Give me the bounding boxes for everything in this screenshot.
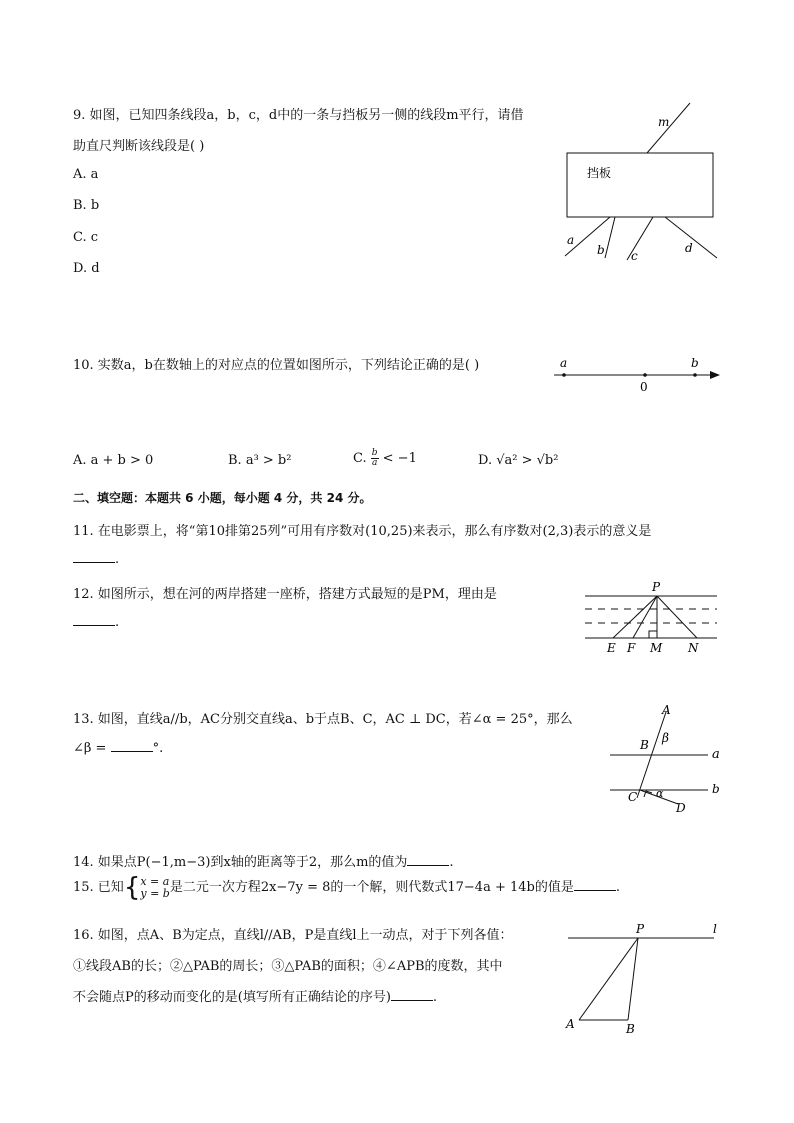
q13-line2-suffix: °. bbox=[152, 741, 164, 756]
label-m: M bbox=[650, 641, 663, 655]
brace-icon: { bbox=[123, 872, 141, 903]
label-a: a bbox=[567, 233, 575, 247]
q13-stem: 13. 如图，直线a//b，AC分别交直线a、b于点B、C，AC ⊥ DC，若∠α = 25°，那么 bbox=[73, 712, 573, 727]
section-heading: 二、填空题：本题共 6 小题，每小题 4 分，共 24 分。 bbox=[73, 491, 372, 505]
q13-line2-prefix: ∠β = bbox=[73, 741, 107, 756]
numline-label-a: a bbox=[560, 356, 568, 370]
numline-label-b: b bbox=[691, 356, 699, 370]
q14-stem: 14. 如果点P(−1,m−3)到x轴的距离等于2，那么m的值为 bbox=[73, 855, 408, 870]
q16-line1: 16. 如图，点A、B为定点，直线l//AB，P是直线l上一动点，对于下列各值： bbox=[73, 928, 513, 943]
q10-option-a: A. a + b > 0 bbox=[73, 453, 154, 468]
label-C: C bbox=[628, 790, 638, 804]
q15-prefix: 15. 已知 bbox=[73, 880, 124, 895]
q14-line bbox=[73, 851, 454, 870]
numline-label-0: 0 bbox=[640, 380, 648, 394]
q10-option-b: B. a³ > b² bbox=[228, 453, 292, 468]
answer-blank[interactable] bbox=[111, 739, 153, 752]
q10-option-c-prefix: C. bbox=[353, 451, 371, 466]
q9-option-d: D. d bbox=[73, 261, 100, 276]
q10-option-c-fraction bbox=[371, 449, 379, 468]
q10-option-d: D. √a² > √b² bbox=[478, 453, 559, 468]
answer-blank[interactable] bbox=[73, 613, 115, 626]
label-b: b bbox=[597, 243, 605, 257]
label-beta: β bbox=[662, 731, 669, 745]
label-B: B bbox=[626, 1022, 635, 1036]
q9-option-c: C. c bbox=[73, 230, 99, 245]
label-l: l bbox=[713, 922, 717, 936]
label-P: P bbox=[636, 922, 645, 936]
q16-end: . bbox=[432, 990, 438, 1005]
q12-answer-line bbox=[73, 613, 119, 630]
q9-stem-line2: 助直尺判断该线段是( ) bbox=[73, 139, 205, 154]
label-A: A bbox=[566, 1017, 575, 1031]
label-m: m bbox=[658, 115, 670, 129]
label-d: d bbox=[685, 241, 693, 255]
q11-stem: 11. 在电影票上，将“第10排第25列”可用有序数对(10,25)来表示，那么有序数对(2,3)表示的意义是 bbox=[73, 524, 652, 539]
q9-stem-line1: 9. 如图，已知四条线段a，b，c，d中的一条与挡板另一侧的线段m平行，请借 bbox=[73, 108, 524, 123]
answer-blank[interactable] bbox=[407, 853, 449, 866]
q10-option-c-suffix: < −1 bbox=[378, 451, 417, 466]
label-line-a: a bbox=[712, 747, 720, 762]
label-A: A bbox=[662, 703, 671, 717]
q16-line2: ①线段AB的长；②△PAB的周长；③△PAB的面积；④∠APB的度数，其中 bbox=[73, 959, 503, 974]
q15-eq1: x = a bbox=[140, 874, 170, 888]
q10-stem: 10. 实数a，b在数轴上的对应点的位置如图所示，下列结论正确的是( ) bbox=[73, 358, 480, 373]
q12-stem: 12. 如图所示，想在河的两岸搭建一座桥，搭建方式最短的是PM，理由是 bbox=[73, 587, 497, 602]
board-label: 挡板 bbox=[587, 166, 612, 180]
q10-option-c bbox=[353, 449, 417, 468]
answer-blank[interactable] bbox=[574, 878, 616, 891]
answer-blank[interactable] bbox=[391, 988, 433, 1001]
label-e: E bbox=[607, 641, 616, 655]
label-c: c bbox=[631, 249, 638, 263]
q13-figure bbox=[600, 700, 725, 818]
q15-end: . bbox=[615, 880, 620, 895]
label-alpha: α bbox=[656, 787, 664, 800]
q15-line bbox=[73, 873, 620, 903]
q11-end: . bbox=[115, 552, 120, 567]
fraction-denominator: a bbox=[371, 458, 378, 468]
q16-line3: 不会随点P的移动而变化的是(填写所有正确结论的序号) bbox=[73, 990, 391, 1005]
q16-figure bbox=[562, 918, 724, 1038]
label-line-b: b bbox=[712, 782, 720, 796]
label-f: F bbox=[627, 641, 636, 655]
q10-number-line bbox=[550, 352, 725, 397]
q9-option-b: B. b bbox=[73, 198, 100, 213]
label-B: B bbox=[640, 738, 649, 752]
q15-suffix: 是二元一次方程2x−7y = 8的一个解，则代数式17−4a + 14b的值是 bbox=[169, 880, 574, 895]
q12-figure bbox=[580, 578, 725, 658]
fraction-numerator: b bbox=[371, 448, 378, 458]
q13-answer-line bbox=[73, 739, 163, 756]
q9-figure bbox=[555, 98, 725, 268]
q11-answer-line bbox=[73, 550, 119, 567]
q15-system bbox=[140, 876, 169, 900]
q14-end: . bbox=[449, 855, 454, 870]
q15-eq2: y = b bbox=[140, 886, 170, 900]
q12-end: . bbox=[115, 615, 120, 630]
q16-line3-wrap bbox=[73, 986, 437, 1005]
label-n: N bbox=[688, 641, 699, 655]
answer-blank[interactable] bbox=[73, 550, 115, 563]
q9-option-a: A. a bbox=[73, 167, 99, 182]
label-p: P bbox=[652, 580, 661, 594]
label-D: D bbox=[676, 801, 686, 815]
